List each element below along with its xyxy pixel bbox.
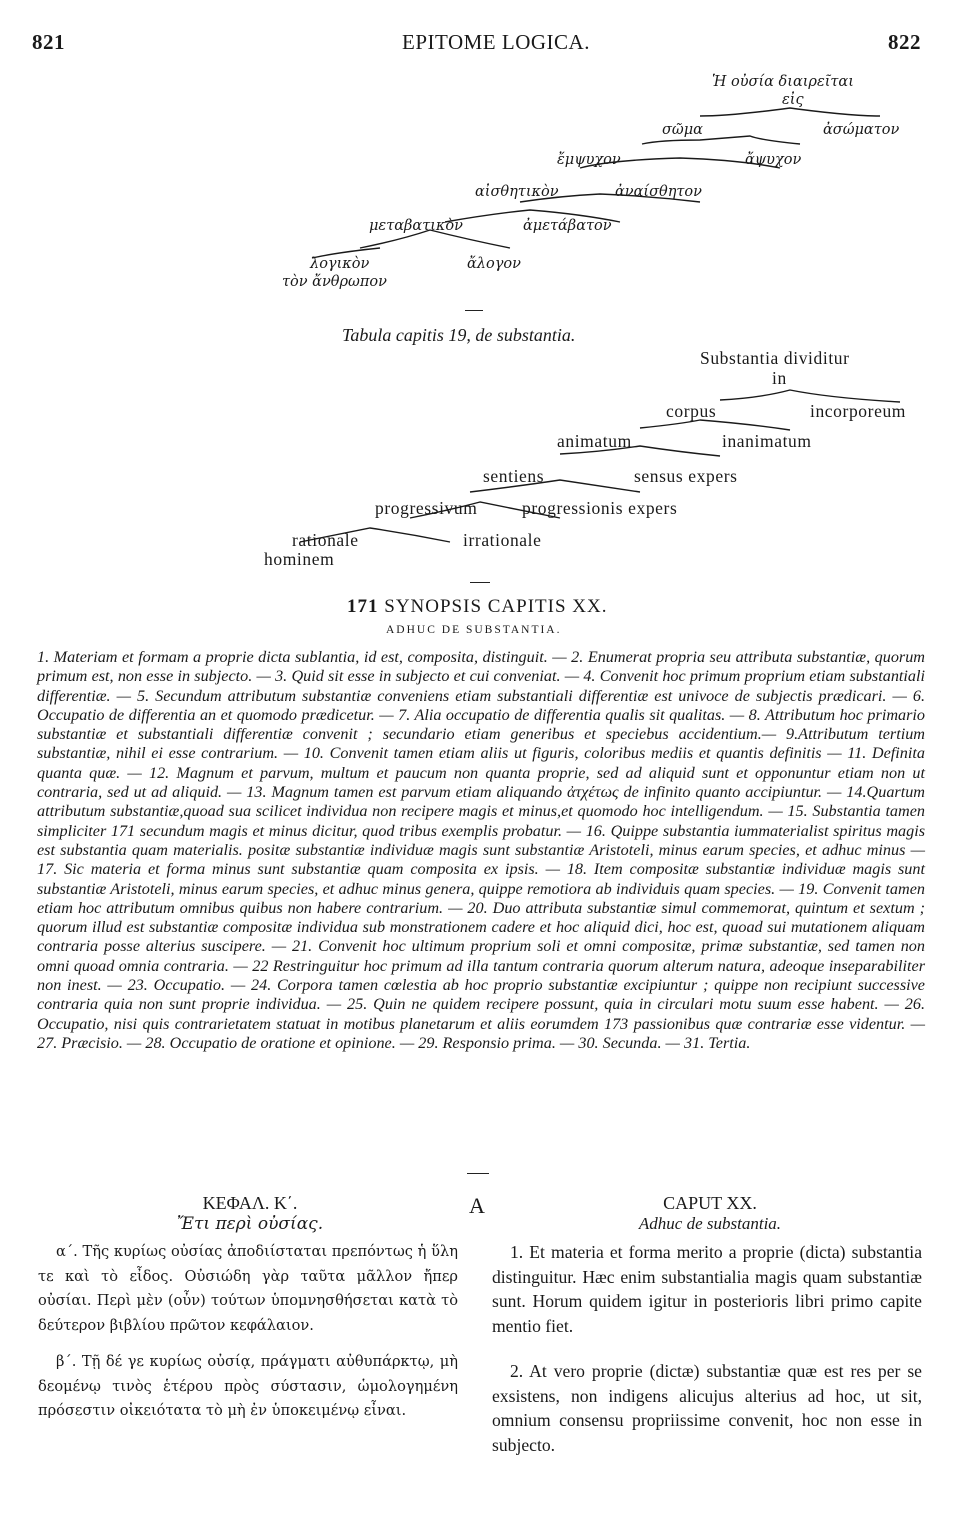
latin-column-heading: CAPUT XX. [663,1193,757,1213]
synopsis-page-marker: 171 [347,596,379,617]
synopsis-subtitle: ADHUC DE SUBSTANTIA. [386,624,562,636]
latin-tree-node-corpus: corpus [666,401,717,421]
synopsis-title: SYNOPSIS CAPITIS XX. [384,596,608,617]
greek-tree-node-logikon: λογικὸν [310,256,370,272]
latin-tree-node-hominem: hominem [264,549,335,569]
greek-brace-1 [700,108,880,116]
greek-tree-node-anthropon: τὸν ἄνθρωπον [282,274,387,290]
latin-tree-node-sensus-expers: sensus expers [634,466,738,486]
divider-small [465,310,483,311]
latin-tree-node-incorporeum: incorporeum [810,401,907,421]
greek-paragraph: β΄. Τῇ δέ γε κυρίως οὐσίᾳ, πράγματι αὐθυπάρκτῳ, μὴ δεομένῳ τινὸς ἑτέρου πρὸς σύστασιν, ὡμολογημένη πρόσεστιν οἰκειότατα τὸ μὴ ἐν ὑποκειμένῳ εἶναι. [38,1353,458,1419]
greek-tree-root: Ἡ οὐσία διαιρεῖται [712,74,854,90]
greek-column-heading: ΚΕΦΑΛ. Κ΄. [202,1193,298,1213]
greek-tree-node-asomaton: ἀσώματον [823,122,900,138]
latin-paragraph: 2. At vero proprie (dictæ) substantiæ quæ est res per se exsistens, non indigens alicujus alterius ad hoc, ut sit, omnium consensu propriissime convenit, hoc non esse in subjecto. [492,1361,922,1455]
latin-tree-node-irrationale: irrationale [463,530,542,550]
greek-column-subheading: Ἔτι περὶ οὐσίας. [176,1214,324,1234]
latin-column-text [492,1240,922,1457]
latin-column-subheading: Adhuc de substantia. [638,1214,782,1233]
greek-tree-node-metabatikon: μεταβατικὸν [369,218,463,234]
latin-tree-root-sub: in [772,368,787,388]
latin-tree-node-progressivum: progressivum [375,498,478,518]
latin-tree-node-animatum: animatum [557,431,632,451]
latin-tree-node-progressionis-expers: progressionis expers [522,498,678,518]
greek-tree-node-anaistheton: ἀναίσθητον [615,184,702,200]
latin-paragraph: 1. Et materia et forma merito a proprie (dicta) substantia distinguitur. Hæc enim substantialia magis quam substantiæ sunt. Horum quidem igitur in posterioris libri primo capite mentio fiet. [492,1242,922,1336]
greek-paragraph: α΄. Τῆς κυρίως οὐσίας ἀποδιίσταται πρεπόντως ἡ ὕλη τε καὶ τὸ εἶδος. Οὐσιώδη γὰρ ταῦτα μᾶλλον ἤπερ οὐσίαι. Περὶ μὲν (οὖν) τούτων ὑπομνησθήσεται κατὰ τὸ δεύτερον βιβλίου πρῶτον κεφάλαιον. [38,1243,458,1334]
latin-tree-root: Substantia dividitur [700,348,850,368]
page-number-right: 822 [888,30,921,54]
greek-tree-node-alogon: ἄλογον [467,256,521,272]
greek-tree-node-empsychon: ἔμψυχον [557,152,621,168]
column-marker: A [469,1193,485,1218]
greek-tree-root-sub: εἰς [782,92,804,108]
greek-column-text [38,1240,458,1424]
latin-tree-node-sentiens: sentiens [483,466,545,486]
synopsis-text: 1. Materiam et formam a proprie dicta sublantia, id est, composita, distinguit. — 2. Enumerat propria seu attributa substantiæ, quorum primum est, non esse in subjecto. — 3. Quid sit esse in subjecto et cui conveniat. — 4. Convenit hoc primum proprium etiam substantiali differentiæ. — 5. Secundum attributum substantiæ conveniens etiam substantiali differentiæ est univoce de subjectis prædicari. — 6. Occupatio de differentia an et quomodo prædicetur. — 7. Alia occupatio de differentia qualis sit qualitas. — 8. Attributum hoc primario substantiæ et substantiali differentiæ convenit ; secundario etiam generibus et speciebus accidentium.— 9.Attributum tertium substantiæ, nihil ei esse contrarium. — 10. Convenit tamen etiam aliis ut figuris, coloribus mediis et quantis definitis — 11. Definita quanta quæ. — 12. Magnum et parvum, multum et paucum non quanta proprie, sed ad aliquid sunt et opponuntur etiam non ut contraria, sed ut ad aliquid. — 13. Magnum tamen est parvum etiam aliquando ἀτχέτως de infinito quanto accipiuntur. — 14.Quartum attributum substantiæ,quoad sua scilicet individua non recipere magis et minus,et quomodo hoc intelligendum. — 15. Substantia tamen simpliciter 171 secundum magis et minus dicitur, quod tribus exemplis probatur. — 16. Quippe substantia iummaterialist spiritus magis est substantia quam materialis. positæ substantiæ individuæ magis sunt substantiæ Aristoteli, minus earum species, et adhuc minus — 17. Sic materia et forma minus sunt substantiæ quam composita ex ipsis. — 18. Item compositæ substantiæ individuæ magis sunt substantiæ Aristoteli, minus earum species, et adhuc minus genera, quippe remotiora ab individuis quam species. — 19. Convenit tamen etiam hoc attributum omnibus quibus non habere contrarium. — 20. Duo attributa substantiæ simul commemorat, quintum et sextum ; quorum illud est substantiæ compositæ individua sub monstrationem cadere et hoc aliquid dici, hoc est, quoad sui mutationem aliquam contraria posse alterius suscipere. — 21. Convenit hoc ultimum proprium soli et omni compositæ, primæ substantiæ, sed tamen non omni quoad omnia contraria. — 22 Restringuitur hoc primum ad illa tantum contraria quorum alterum natura, adeoque inseparabiliter non inest. — 23. Occupatio. — 24. Corpora tamen cœlestia ab hoc proprio substantiæ excipiuntur ; quippe non recipiunt successive contraria quia non sunt proprie individua. — 25. Quin ne quidem recipere possunt, quia in circulari motu suum esse habent. — 26. Occupatio, nisi quis contrarietatem statuat in motibus planetarum et aliis eorumdem 173 passionibus quæ contrariæ esse videntur. — 27. Præcisio. — 28. Occupatio de oratione et opinione. — 29. Responsio prima. — 30. Secunda. — 31. Tertia. [37,648,925,1052]
greek-tree-node-apsychon: ἄψυχον [745,152,802,168]
greek-tree-node-soma: σῶμα [662,122,703,138]
greek-tree-node-aisthetikon: αἰσθητικὸν [475,184,559,200]
divider-small [467,1173,489,1174]
running-title: EPITOME LOGICA. [402,30,590,54]
latin-tree-node-inanimatum: inanimatum [722,431,812,451]
page-number-left: 821 [32,30,65,54]
greek-tree-node-ametabaton: ἀμετάβατον [523,218,612,234]
divider-small [470,582,490,583]
table-caption: Tabula capitis 19, de substantia. [342,325,576,345]
synopsis-heading [347,596,608,618]
tree-braces [0,0,960,600]
latin-tree-node-rationale: rationale [292,530,359,550]
